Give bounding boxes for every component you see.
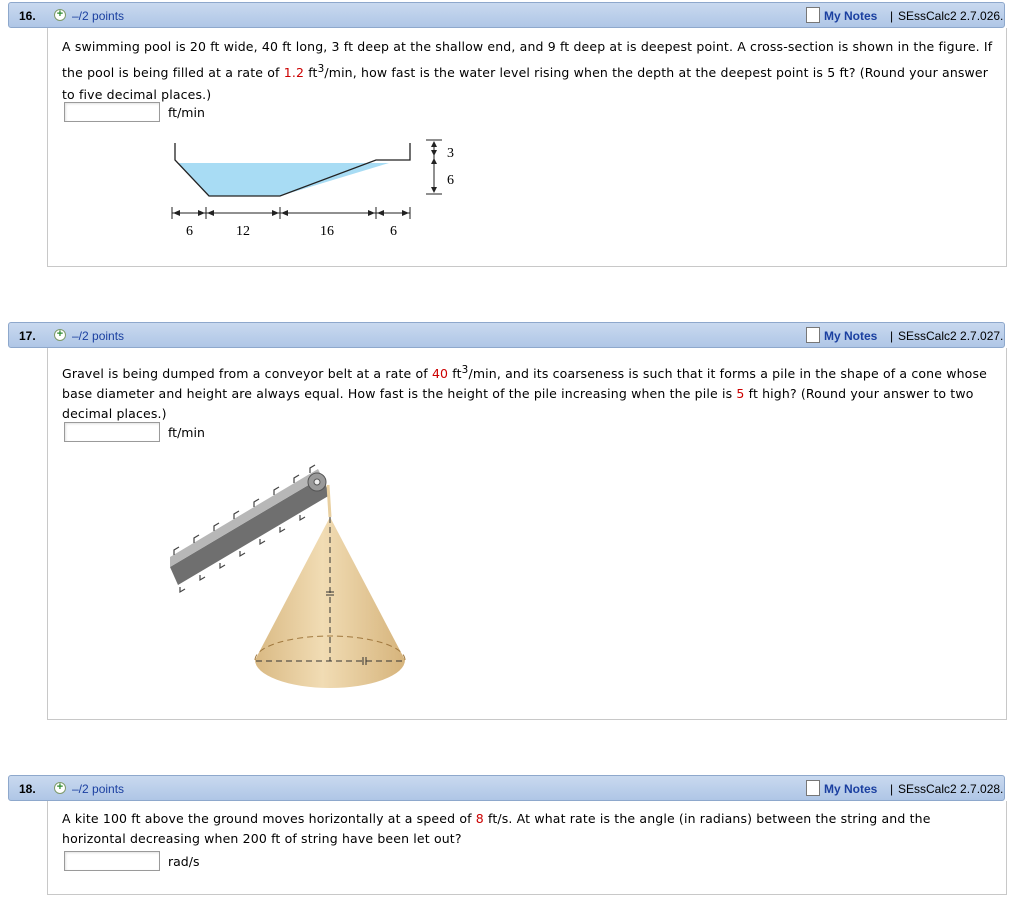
rate-value: 1.2 <box>283 65 305 81</box>
depth-label: 3 <box>447 146 454 161</box>
question-text-part: /min, how fast is the water level rising when the depth at the deepest point is 5 ft? (Round your answer to five decimal places.) <box>62 65 989 103</box>
separator: | <box>890 329 894 343</box>
answer-input-17[interactable] <box>64 422 160 442</box>
question-reference: SEssCalc2 2.7.027. <box>898 329 1004 343</box>
question-text-part: A kite 100 ft above the ground moves horizontally at a speed of <box>62 811 472 826</box>
question-18-header <box>8 775 1005 801</box>
rate-exponent: 3 <box>317 63 325 75</box>
question-reference: SEssCalc2 2.7.026. <box>898 9 1004 23</box>
question-17-text <box>62 360 997 424</box>
answer-unit: ft/min <box>168 105 205 120</box>
height-value: 5 <box>736 386 745 402</box>
question-number: 17. <box>19 329 36 343</box>
gravel-cone-figure <box>160 455 420 695</box>
points-label: –/2 points <box>72 329 125 343</box>
question-16-text <box>62 36 997 106</box>
answer-input-18[interactable] <box>64 851 160 871</box>
separator: | <box>890 782 894 796</box>
question-text-part: ft/s. At what rate is the angle (in radians) between the string and the horizontal decreasing when 200 ft of string have been let out? <box>62 811 931 846</box>
points-label: –/2 points <box>72 9 125 23</box>
question-17-header <box>8 322 1005 348</box>
answer-unit: ft/min <box>168 425 205 440</box>
question-number: 18. <box>19 782 36 796</box>
question-16-header <box>8 2 1005 28</box>
width-label: 12 <box>236 224 250 239</box>
pool-cross-section-figure <box>160 136 470 248</box>
rate-value: 40 <box>431 366 449 382</box>
expand-plus-icon[interactable]: + <box>54 782 66 794</box>
expand-plus-icon[interactable]: + <box>54 329 66 341</box>
width-label: 6 <box>390 224 397 239</box>
question-text-part: A swimming pool is 20 ft wide, 40 ft long, 3 ft deep at the shallow end, and 9 ft deep at is deepest point. A cross-section is shown in the figure. If the pool is being filled at a rate of <box>62 39 993 81</box>
question-18-text <box>62 809 997 849</box>
question-reference: SEssCalc2 2.7.028. <box>898 782 1004 796</box>
notes-checkbox-icon[interactable] <box>806 327 820 343</box>
answer-unit: rad/s <box>168 854 200 869</box>
question-text-part: Gravel is being dumped from a conveyor belt at a rate of <box>62 366 428 382</box>
notes-checkbox-icon[interactable] <box>806 7 820 23</box>
rate-unit: ft <box>452 366 462 382</box>
my-notes-link[interactable]: My Notes <box>824 782 878 796</box>
rate-unit: ft <box>308 65 318 81</box>
my-notes-link[interactable]: My Notes <box>824 9 878 23</box>
width-label: 16 <box>320 224 334 239</box>
expand-plus-icon[interactable]: + <box>54 9 66 21</box>
width-label: 6 <box>186 224 193 239</box>
separator: | <box>890 9 894 23</box>
question-number: 16. <box>19 9 36 23</box>
speed-value: 8 <box>475 811 484 826</box>
answer-input-16[interactable] <box>64 102 160 122</box>
question-text-part: /min, and its coarseness is such that it forms a pile in the shape of a cone whose base diameter and height are always equal. How fast is the height of the pile increasing when the pile is <box>62 366 987 402</box>
notes-checkbox-icon[interactable] <box>806 780 820 796</box>
rate-exponent: 3 <box>461 364 469 376</box>
points-label: –/2 points <box>72 782 125 796</box>
question-text-part: ft high? (Round your answer to two decimal places.) <box>62 386 974 422</box>
pool-water <box>178 163 389 196</box>
depth-label: 6 <box>447 173 454 188</box>
my-notes-link[interactable]: My Notes <box>824 329 878 343</box>
